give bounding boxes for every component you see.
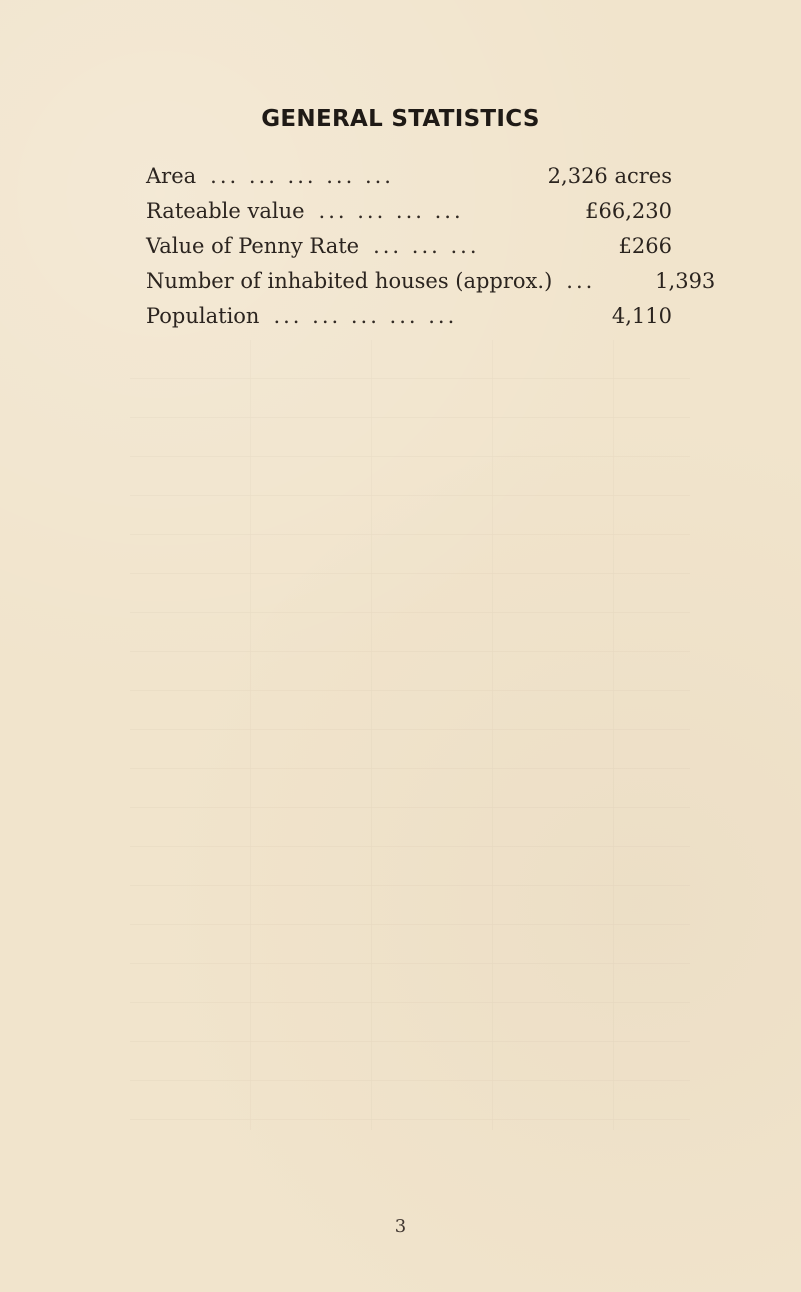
- statistics-row-inhabited-houses: [146, 264, 716, 299]
- dot-leader: ... ... ... ... ...: [210, 164, 394, 188]
- row-label: Rateable value: [146, 199, 305, 223]
- row-label: Number of inhabited houses (approx.): [146, 269, 553, 293]
- row-label: Value of Penny Rate: [146, 234, 360, 258]
- statistics-row-rateable-value: [146, 194, 672, 229]
- dot-leader: ... ... ... ...: [318, 199, 464, 223]
- row-value: £266: [618, 234, 672, 258]
- show-through-marks: [130, 340, 690, 1130]
- page-number: 3: [394, 1216, 407, 1237]
- row-value: 2,326 acres: [547, 164, 672, 188]
- dot-leader: ... ... ... ... ...: [273, 304, 458, 328]
- statistics-row-population: [146, 299, 672, 334]
- statistics-row-area: [146, 159, 672, 194]
- dot-leader: ...: [566, 269, 596, 293]
- row-value: 1,393: [655, 269, 716, 293]
- row-value: £66,230: [585, 199, 672, 223]
- statistics-row-penny-rate: [146, 229, 672, 264]
- row-label: Area: [146, 164, 197, 188]
- dot-leader: ... ... ...: [373, 234, 480, 258]
- row-label: Population: [146, 304, 260, 328]
- statistics-table: [146, 159, 716, 334]
- row-value: 4,110: [611, 304, 672, 328]
- page-title: GENERAL STATISTICS: [261, 106, 540, 132]
